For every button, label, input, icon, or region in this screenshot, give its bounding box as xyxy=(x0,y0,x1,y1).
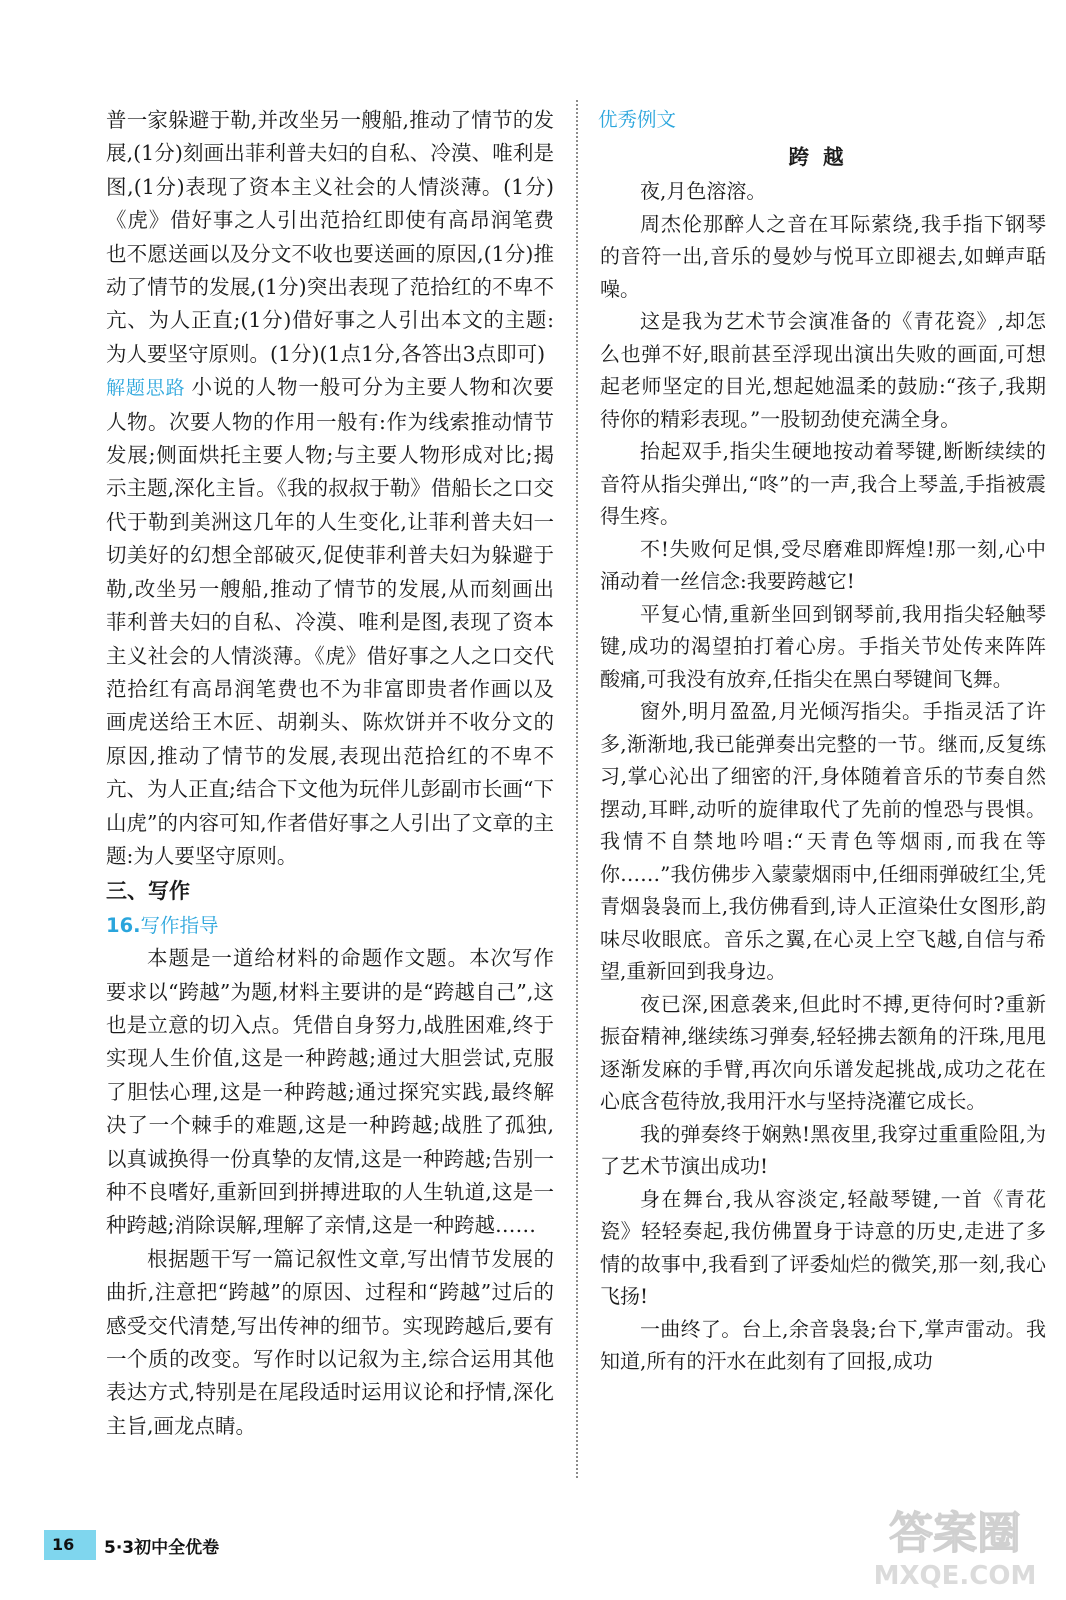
sample-essay-label: 优秀例文 xyxy=(598,108,677,131)
essay-paragraph: 夜,月色溶溶。 xyxy=(640,179,767,203)
right-column xyxy=(600,104,1046,1378)
analysis-tag: 解题思路 xyxy=(106,377,186,400)
section-heading-writing: 三、写作 xyxy=(106,879,190,904)
essay-paragraph: 这是我为艺术节会演准备的《青花瓷》,却怎么也弹不好,眼前甚至浮现出演出失败的画面,可想起老师坚定的目光,想起她温柔的鼓励:“孩子,我期待你的精彩表现。”一股韧劲使充满全身。 xyxy=(600,309,1046,431)
analysis-text: 小说的人物一般可分为主要人物和次要人物。次要人物的作用一般有:作为线索推动情节发展;侧面烘托主要人物;与主要人物形成对比;揭示主题,深化主旨。《我的叔叔于勒》借船长之口交代于勒到美洲这几年的人生变化,让菲利普夫妇一切美好的幻想全部破灭,促使菲利普夫妇为躲避于勒,改坐另一艘船,推动了情节的发展,从而刻画出菲利普夫妇的自私、冷漠、唯利是图,表现了资本主义社会的人情淡薄。《虎》借好事之人之口交代范拾红有高昂润笔费也不为非富即贵者作画以及画虎送给王木匠、胡剃头、陈炊饼并不收分文的原因,推动了情节的发展,表现出范拾红的不卑不亢、为人正直;结合下文他为玩伴儿彭副市长画“下山虎”的内容可知,作者借好事之人引出了文章的主题:为人要坚守原则。 xyxy=(106,375,554,868)
watermark-logo xyxy=(860,1498,1050,1594)
essay-title: 跨越 xyxy=(788,144,858,169)
watermark-text-top: 答案圈 xyxy=(889,1508,1021,1559)
guidance-paragraph-1: 本题是一道给材料的命题作文题。本次写作要求以“跨越”为题,材料主要讲的是“跨越自己”,这也是立意的切入点。凭借自身努力,战胜困难,终于实现人生价值,这是一种跨越;通过大胆尝试,克服了胆怯心理,这是一种跨越;通过探究实践,最终解决了一个棘手的难题,这是一种跨越;战胜了孤独,以真诚换得一份真挚的友情,这是一种跨越;告别一种不良嗜好,重新回到拼搏进取的人生轨道,这是一种跨越;消除误解,理解了亲情,这是一种跨越…… xyxy=(106,946,554,1238)
watermark-graphic xyxy=(860,1498,1050,1594)
question-label: 写作指导 xyxy=(140,913,219,937)
essay-paragraph: 平复心情,重新坐回到钢琴前,我用指尖轻触琴键,成功的渴望拍打着心房。手指关节处传来阵阵酸痛,可我没有放弃,任指尖在黑白琴键间飞舞。 xyxy=(600,601,1046,691)
question-number: 16. xyxy=(106,913,141,937)
writing-guidance-label xyxy=(106,909,554,942)
essay-paragraph: 不!失败何足惧,受尽磨难即辉煌!那一刻,心中涌动着一丝信念:我要跨越它! xyxy=(600,536,1046,593)
left-column xyxy=(106,104,554,1443)
essay-paragraph: 身在舞台,我从容淡定,轻敲琴键,一首《青花瓷》轻轻奏起,我仿佛置身于诗意的历史,走进了多情的故事中,我看到了评委灿烂的微笑,那一刻,我心飞扬! xyxy=(600,1186,1046,1308)
page-number: 16 xyxy=(44,1530,96,1560)
answer-continuation: 普一家躲避于勒,并改坐另一艘船,推动了情节的发展,(1分)刻画出菲利普夫妇的自私、冷漠、唯利是图,(1分)表现了资本主义社会的人情淡薄。(1分)《虎》借好事之人引出范拾红即使有高昂润笔费也不愿送画以及分文不收也要送画的原因,(1分)推动了情节的发展,(1分)突出表现了范拾红的不卑不亢、为人正直;(1分)借好事之人引出本文的主题:为人要坚守原则。(1分)(1点1分,各答出3点即可) xyxy=(106,108,554,366)
guidance-paragraph-2: 根据题干写一篇记叙性文章,写出情节发展的曲折,注意把“跨越”的原因、过程和“跨越”过后的感受交代清楚,写出传神的细节。实现跨越后,要有一个质的改变。写作时以记叙为主,综合运用其他表达方式,特别是在尾段适时运用议论和抒情,深化主旨,画龙点睛。 xyxy=(106,1246,554,1438)
column-divider xyxy=(576,100,578,1478)
essay-paragraph: 一曲终了。台上,余音袅袅;台下,掌声雷动。我知道,所有的汗水在此刻有了回报,成功 xyxy=(600,1316,1046,1373)
essay-paragraph: 窗外,明月盈盈,月光倾泻指尖。手指灵活了许多,渐渐地,我已能弹奏出完整的一节。继而,反复练习,掌心沁出了细密的汗,身体随着音乐的节奏自然摆动,耳畔,动听的旋律取代了先前的惶恐与畏惧。我情不自禁地吟唱:“天青色等烟雨,而我在等你……”我仿佛步入蒙蒙烟雨中,任细雨弹破红尘,凭青烟袅袅而上,我仿佛看到,诗人正渲染仕女图形,韵味尽收眼底。音乐之翼,在心灵上空飞越,自信与希望,重新回到我身边。 xyxy=(600,699,1046,983)
essay-paragraph: 抬起双手,指尖生硬地按动着琴键,断断续续的音符从指尖弹出,“咚”的一声,我合上琴盖,手指被震得生疼。 xyxy=(600,439,1046,528)
essay-paragraph: 夜已深,困意袭来,但此时不搏,更待何时?重新振奋精神,继续练习弹奏,轻轻拂去额角的汗珠,甩甩逐渐发麻的手臂,再次向乐谱发起挑战,成功之花在心底含苞待放,我用汗水与坚持浇灌它成长。 xyxy=(600,991,1046,1113)
book-title: 5·3初中全优卷 xyxy=(104,1537,220,1558)
essay-paragraph: 我的弹奏终于娴熟!黑夜里,我穿过重重险阻,为了艺术节演出成功! xyxy=(600,1121,1046,1178)
watermark-text-bottom: MXQE.COM xyxy=(873,1561,1037,1591)
page-footer xyxy=(44,1530,219,1560)
essay-paragraph: 周杰伦那醉人之音在耳际萦绕,我手指下钢琴的音符一出,音乐的曼妙与悦耳立即褪去,如蝉声聒噪。 xyxy=(600,211,1046,301)
analysis-paragraph xyxy=(106,371,554,873)
